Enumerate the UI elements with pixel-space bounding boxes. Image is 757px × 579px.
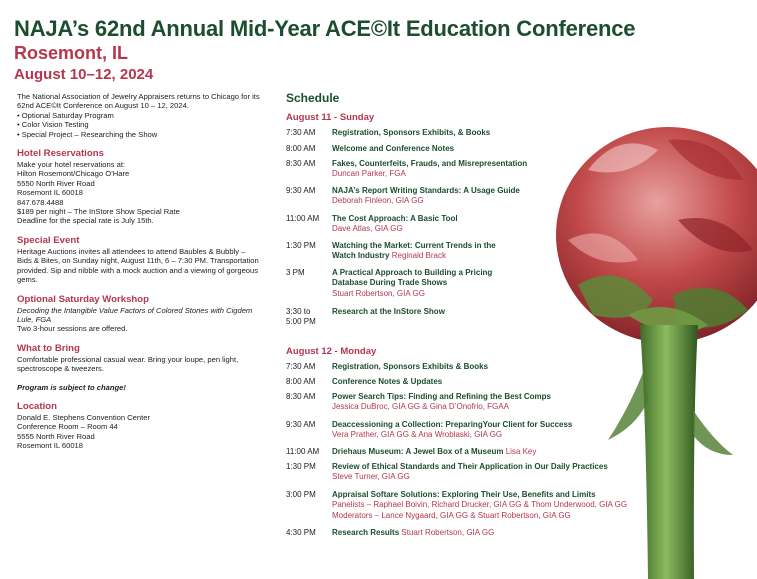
session-title: Appraisal Softare Solutions: Exploring Their Use, Benefits and Limits	[332, 490, 596, 499]
special-event-heading: Special Event	[17, 234, 80, 246]
session-title: NAJA’s Report Writing Standards: A Usage Guide	[332, 186, 520, 195]
hotel-line: $189 per night – The InStore Show Special Rate	[17, 207, 180, 217]
session-title: Fakes, Counterfeits, Frauds, and Misrepresentation	[332, 159, 528, 168]
time: 3:30 to	[286, 307, 311, 316]
session-title: Driehaus Museum: A Jewel Box of a Museum	[332, 447, 504, 456]
bring-heading: What to Bring	[17, 342, 80, 354]
session-title: A Practical Approach to Building a Pricing	[332, 268, 493, 277]
time: 11:00 AM	[286, 214, 320, 223]
hotel-line: Hilton Rosemont/Chicago O’Hare	[17, 169, 130, 179]
session-title: Registration, Sponsors Exhibits & Books	[332, 362, 489, 371]
hotel-line: Make your hotel reservations at:	[17, 160, 126, 170]
hotel-line: 847.678.4488	[17, 197, 64, 207]
location-line: Conference Room – Room 44	[17, 422, 118, 432]
location-line: Rosemont IL 60018	[17, 441, 83, 451]
location-line: 5555 North River Road	[17, 431, 95, 441]
time: 1:30 PM	[286, 241, 316, 250]
speaker: Reginald Brack	[391, 251, 446, 261]
session-title-cont: Database During Trade Shows	[332, 278, 448, 288]
session-title: Deaccessioning a Collection: PreparingYour Client for Success	[332, 420, 573, 429]
speaker: Lisa Key	[505, 447, 537, 456]
time: 8:00 AM	[286, 144, 316, 153]
time: 8:30 AM	[286, 159, 316, 168]
time: 1:30 PM	[286, 462, 316, 471]
session-title: Welcome and Conference Notes	[332, 144, 455, 153]
time: 8:30 AM	[286, 392, 316, 401]
hotel-line: 5550 North River Road	[17, 178, 95, 188]
session-title: Research at the InStore Show	[332, 307, 445, 316]
intro-text: The National Association of Jewelry Appraisers returns to Chicago for its 62nd ACE©It Conference on August 10 – 12, 2024.	[17, 92, 260, 111]
day-heading: August 12 - Monday	[286, 346, 377, 357]
session-title: Review of Ethical Standards and Their Application in Our Daily Practices	[332, 462, 608, 471]
hotel-line: Rosemont IL 60018	[17, 188, 83, 198]
session-title: Conference Notes & Updates	[332, 377, 443, 386]
speaker: Stuart Robertson, GIA GG	[332, 288, 425, 298]
day-heading: August 11 - Sunday	[286, 112, 375, 123]
session-title-cont: Watch Industry	[332, 251, 390, 261]
intro-bullet: • Special Project – Researching the Show	[17, 129, 158, 139]
speaker: Jessica DuBroc, GIA GG & Gina D’Onofrio, FGAA	[332, 402, 509, 412]
speaker: Dave Atlas, GIA GG	[332, 224, 403, 234]
session-title: The Cost Approach: A Basic Tool	[332, 214, 458, 223]
info-column	[17, 92, 262, 451]
location-heading: Location	[17, 400, 57, 412]
schedule-heading: Schedule	[286, 91, 340, 105]
speaker: Moderators – Lance Nygaard, GIA GG & Stuart Robertson, GIA GG	[332, 510, 571, 520]
time: 3:00 PM	[286, 490, 316, 499]
intro-bullet: • Color Vision Testing	[17, 120, 89, 130]
change-note: Program is subject to change!	[17, 382, 126, 392]
speaker: Steve Turner, GIA GG	[332, 472, 410, 482]
session-title: Watching the Market: Current Trends in the	[332, 241, 496, 250]
time-end: 5:00 PM	[286, 317, 316, 327]
speaker: Deborah Finleon, GIA GG	[332, 196, 424, 206]
special-event-text: Heritage Auctions invites all attendees to attend Baubles & Bubbly – Bids & Bites, on Sunday night, August 11th, 6 – 7:30 PM. Transportation provided. Sip and nibble with a mock auction and a viewing of gorgeous gems.	[17, 246, 259, 285]
workshop-title: Decoding the Intangible Value Factors of Colored Stones with Cigdem Lule, FGA	[17, 305, 253, 324]
hotel-line: Deadline for the special rate is July 15th.	[17, 216, 154, 226]
session-title: Registration, Sponsors Exhibits, & Books	[332, 128, 491, 137]
dates-subtitle: August 10–12, 2024	[14, 66, 154, 83]
speaker: Vera Prather, GIA GG & Ana Wroblaski, GIA GG	[332, 430, 503, 440]
time: 9:30 AM	[286, 186, 316, 195]
time: 7:30 AM	[286, 128, 316, 137]
time: 7:30 AM	[286, 362, 316, 371]
time: 11:00 AM	[286, 447, 320, 456]
workshop-text: Two 3-hour sessions are offered.	[17, 324, 128, 334]
speaker: Duncan Parker, FGA	[332, 169, 406, 179]
session-title: Research Results	[332, 528, 400, 537]
session-title: Power Search Tips: Finding and Refining the Best Comps	[332, 392, 551, 401]
city-subtitle: Rosemont, IL	[14, 43, 129, 63]
workshop-heading: Optional Saturday Workshop	[17, 293, 150, 305]
time: 8:00 AM	[286, 377, 316, 386]
bring-text: Comfortable professional casual wear. Bring your loupe, pen light, spectroscope & tweezers.	[17, 354, 239, 374]
speaker: Panelists – Raphael Boivin, Richard Drucker, GIA GG & Thom Underwood, GIA GG	[332, 500, 628, 510]
location-line: Donald E. Stephens Convention Center	[17, 412, 150, 422]
page-title: NAJA’s 62nd Annual Mid-Year ACE©It Education Conference	[14, 16, 636, 41]
speaker: Stuart Robertson, GIA GG	[401, 528, 495, 537]
hotel-heading: Hotel Reservations	[17, 148, 104, 160]
time: 3 PM	[286, 268, 305, 277]
intro-bullet: • Optional Saturday Program	[17, 110, 114, 120]
time: 4:30 PM	[286, 528, 316, 537]
time: 9:30 AM	[286, 420, 316, 429]
